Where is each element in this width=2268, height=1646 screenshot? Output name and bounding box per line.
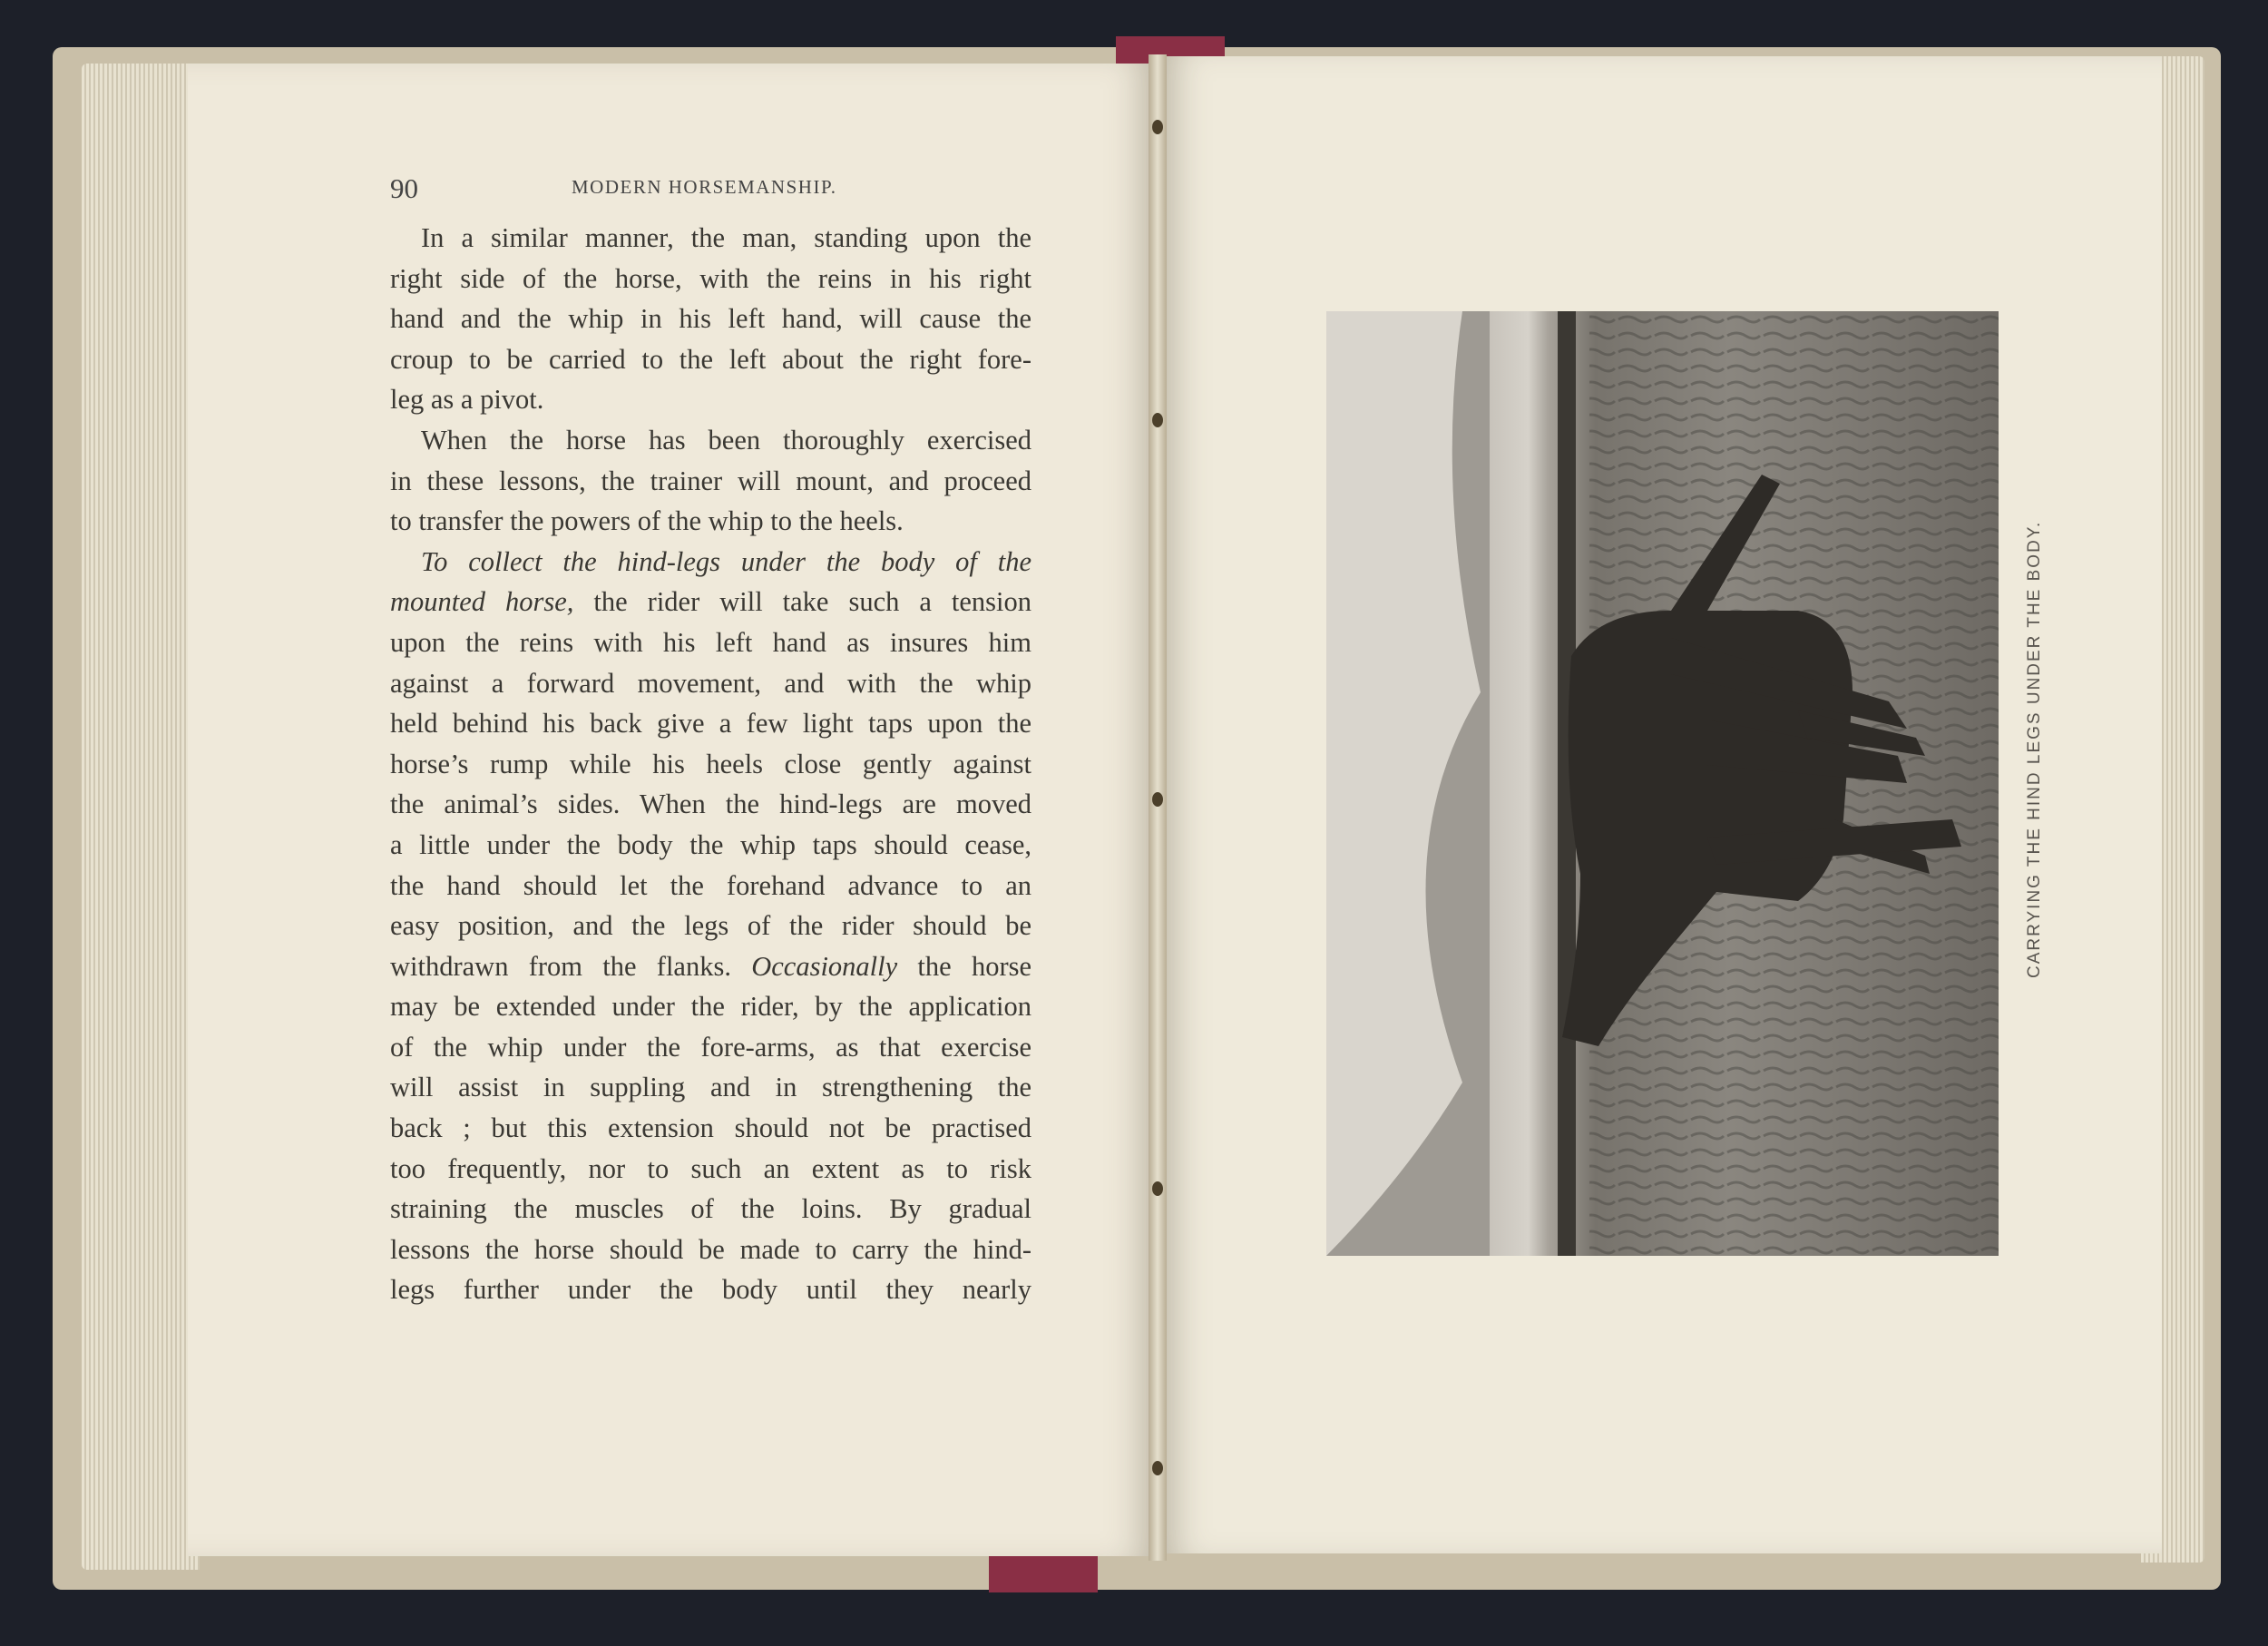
- text-line: [390, 379, 1031, 420]
- text-segment: right side of the horse, with the reins in his right: [390, 262, 1031, 294]
- text-line: [390, 420, 1031, 461]
- text-segment: leg as a pivot.: [390, 384, 544, 416]
- text-line: [390, 906, 1031, 946]
- text-line: [390, 1067, 1031, 1108]
- plate-photograph: [1326, 311, 1999, 1256]
- text-line: [390, 1269, 1031, 1310]
- text-segment: the horse: [897, 950, 1032, 982]
- running-head: MODERN HORSEMANSHIP.: [572, 176, 837, 198]
- text-segment: withdrawn from the flanks.: [390, 950, 752, 982]
- text-line: [390, 1189, 1031, 1230]
- plate-caption: CARRYING THE HIND LEGS UNDER THE BODY.: [2025, 520, 2044, 978]
- text-line: [390, 259, 1031, 299]
- text-line: [390, 1027, 1031, 1068]
- text-segment: the animal’s sides. When the hind-legs are moved: [390, 789, 1031, 820]
- tailband: [989, 1556, 1098, 1592]
- italic-text: To collect the hind-legs under the body of the: [421, 545, 1031, 577]
- text-line: [390, 866, 1031, 906]
- binding-stitch: [1152, 413, 1163, 427]
- text-segment: a little under the body the whip taps should cease,: [390, 828, 1031, 860]
- text-line: [390, 461, 1031, 502]
- text-segment: of the whip under the fore-arms, as that exercise: [390, 1031, 1031, 1063]
- text-line: [390, 825, 1031, 866]
- text-line: [390, 784, 1031, 825]
- text-segment: hand and the whip in his left hand, will cause the: [390, 303, 1031, 335]
- text-segment: in these lessons, the trainer will mount, and proceed: [390, 465, 1031, 496]
- page-edges-left: [82, 64, 200, 1570]
- text-line: [390, 299, 1031, 339]
- text-line: [390, 622, 1031, 663]
- text-line: [390, 986, 1031, 1027]
- text-line: [390, 339, 1031, 380]
- page-number: 90: [390, 172, 418, 204]
- italic-text: mounted horse,: [390, 586, 574, 618]
- binding-stitch: [1152, 1181, 1163, 1196]
- text-line: [390, 542, 1031, 583]
- text-segment: croup to be carried to the left about the right fore-: [390, 343, 1031, 375]
- text-segment: upon the reins with his left hand as insures him: [390, 626, 1031, 658]
- text-line: [390, 1108, 1031, 1149]
- text-segment: will assist in suppling and in strengthening the: [390, 1072, 1031, 1103]
- text-segment: legs further under the body until they nearly: [390, 1274, 1031, 1306]
- text-segment: back ; but this extension should not be practised: [390, 1112, 1031, 1144]
- text-segment: the hand should let the forehand advance to an: [390, 869, 1031, 901]
- text-segment: to transfer the powers of the whip to the heels.: [390, 505, 904, 537]
- text-line: [390, 1230, 1031, 1270]
- text-line: [390, 703, 1031, 744]
- text-segment: too frequently, nor to such an extent as to risk: [390, 1152, 1031, 1184]
- text-segment: held behind his back give a few light taps upon the: [390, 708, 1031, 740]
- page-header: [390, 172, 1031, 209]
- text-segment: easy position, and the legs of the rider should be: [390, 910, 1031, 942]
- binding-stitch: [1152, 792, 1163, 807]
- body-text: [390, 218, 1031, 1310]
- text-line: [390, 946, 1031, 987]
- text-segment: lessons the horse should be made to carry the hind-: [390, 1233, 1031, 1265]
- text-segment: straining the muscles of the loins. By gradual: [390, 1193, 1031, 1225]
- binding-stitch: [1152, 120, 1163, 134]
- horse-and-rider-illustration: [1326, 311, 1999, 1256]
- italic-text: Occasionally: [751, 950, 898, 982]
- text-line: [390, 501, 1031, 542]
- binding-stitch: [1152, 1461, 1163, 1475]
- text-line: [390, 663, 1031, 704]
- text-segment: the rider will take such a tension: [573, 586, 1031, 618]
- text-segment: In a similar manner, the man, standing upon the: [421, 222, 1031, 253]
- text-line: [390, 218, 1031, 259]
- text-line: [390, 1149, 1031, 1190]
- text-segment: When the horse has been thoroughly exercised: [421, 424, 1031, 456]
- text-segment: may be extended under the rider, by the application: [390, 991, 1031, 1023]
- text-segment: horse’s rump while his heels close gently against: [390, 748, 1031, 779]
- text-line: [390, 744, 1031, 785]
- text-line: [390, 582, 1031, 622]
- text-segment: against a forward movement, and with the whip: [390, 667, 1031, 699]
- gutter: [1149, 54, 1167, 1561]
